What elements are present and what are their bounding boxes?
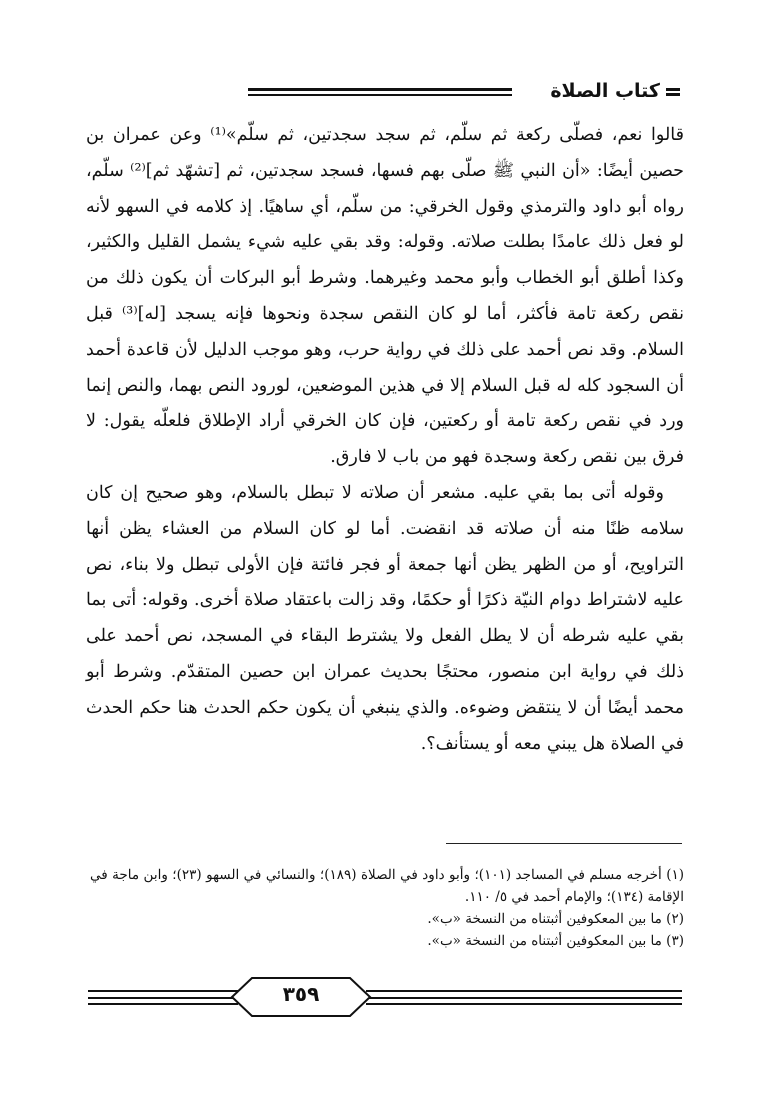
footnote-separator	[446, 843, 682, 844]
footnote: (١) أخرجه مسلم في المساجد (١٠١)؛ وأبو داود في الصلاة (١٨٩)؛ والنسائي في السهو (٢٣)؛ وابن ماجة في الإقامة (١٣٤)؛ والإمام أحمد في ٥/ ١١٠.	[90, 867, 685, 905]
ornament-rule	[88, 990, 238, 992]
header-ornament	[666, 88, 680, 96]
footnotes	[90, 864, 684, 952]
header-title: كتاب الصلاة	[550, 80, 660, 102]
footnote: (٣) ما بين المعكوفين أثبتناه من النسخة «ب».	[427, 933, 684, 949]
footnote: (٢) ما بين المعكوفين أثبتناه من النسخة «ب».	[427, 911, 684, 927]
running-header	[88, 76, 680, 110]
paragraph: قالوا نعم، فصلّى ركعة ثم سلّم، ثم سجد سجدتين، ثم سلّم»⁽¹⁾ وعن عمران بن حصين أيضًا: «أن النبي ﷺ صلّى بهم فسها، فسجد سجدتين، ثم [تشهّد ثم]⁽²⁾ سلّم، رواه أبو داود والترمذي وقول الخرقي: من سلّم، أي ساهيًا. إذ كلامه في السهو لأنه لو فعل ذلك عامدًا بطلت صلاته. وقوله: وقد بقي عليه شيء يشمل القليل والكثير، وكذا أطلق أبو الخطاب وأبو محمد وغيرهما. وشرط أبو البركات أن يكون ذلك من نقص ركعة تامة فأكثر، أما لو كان النقص سجدة ونحوها فإنه يسجد [له]⁽³⁾ قبل السلام. وقد نص أحمد على ذلك في رواية حرب، وهو موجب الدليل لأن قاعدة أحمد أن السجود كله له قبل السلام إلا في هذين الموضعين، لورود النص بهما، والنص إنما ورد في نقص ركعة تامة أو ركعتين، فإن كان الخرقي أراد الإطلاق فلعلّه يقول: لا فرق بين نقص ركعة وسجدة فهو من باب لا فارق.	[86, 125, 685, 468]
page-number: ٣٥٩	[282, 982, 320, 1006]
paragraph: وقوله أتى بما بقي عليه. مشعر أن صلاته لا تبطل بالسلام، وهو صحيح إن كان سلامه ظنًا منه أن صلاته قد انقضت. أما لو كان السلام من العشاء يظن أنها التراويح، أو من الظهر يظن أنها جمعة أو فجر فائتة فإن الأولى تبطل ولا بناء، نص عليه لاشتراط دوام النيّة ذكرًا أو حكمًا، وقد زالت باعتقاد صلاة أخرى. وقوله: أتى بما بقي عليه شرطه أن لا يطل الفعل ولا يشترط البقاء في المسجد، نص أحمد على ذلك في رواية ابن منصور، محتجًا بحديث عمران ابن حصين المتقدّم. وشرط أبو محمد أيضًا أن لا ينتقض وضوءه. والذي ينبغي أن يكون حكم الحدث هنا حكم الحدث في الصلاة هل يبني معه أو يستأنف؟.	[86, 482, 684, 754]
ornament-rule	[366, 990, 682, 992]
page-number-ornament	[88, 975, 682, 1019]
ornament-rule	[366, 1003, 682, 1005]
main-text	[86, 118, 684, 762]
header-rule	[248, 88, 512, 91]
header-rule	[248, 94, 512, 96]
ornament-rule	[366, 997, 682, 999]
ornament-rule	[88, 997, 238, 999]
ornament-rule	[88, 1003, 238, 1005]
